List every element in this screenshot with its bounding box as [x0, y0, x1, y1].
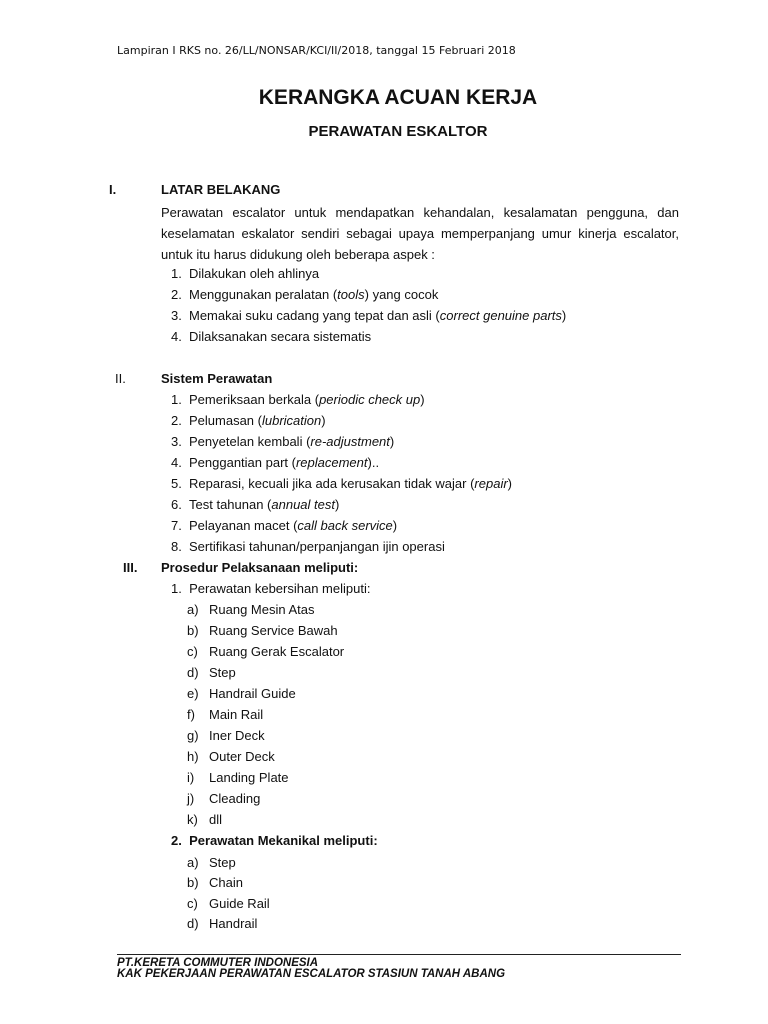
list-item-number: 3. — [171, 434, 182, 449]
list-item — [187, 749, 275, 764]
list-item — [171, 455, 379, 470]
list-item-number: k) — [187, 812, 198, 827]
subsection-1-label: Perawatan kebersihan meliputi: — [189, 581, 371, 596]
list-item — [187, 896, 270, 911]
list-item-number: 1. — [171, 392, 182, 407]
list-item — [171, 497, 339, 512]
list-item — [171, 434, 394, 449]
section-3-number: III. — [123, 560, 138, 575]
list-item-number: h) — [187, 749, 199, 764]
list-item — [187, 602, 315, 617]
list-item — [187, 770, 289, 785]
subsection-1-title — [171, 581, 370, 596]
list-item-text: Ruang Service Bawah — [209, 623, 338, 638]
list-item — [187, 791, 260, 806]
list-item-text: Main Rail — [209, 707, 264, 722]
list-item-text: Pemeriksaan berkala (periodic check up) — [189, 392, 425, 407]
list-item — [187, 623, 338, 638]
list-item-number: 3. — [171, 308, 182, 323]
list-item — [171, 392, 425, 407]
list-item-emphasis: periodic check up — [319, 392, 421, 407]
document-header-reference: Lampiran I RKS no. 26/LL/NONSAR/KCI/II/2018, tanggal 15 Februari 2018 — [117, 44, 516, 57]
list-item-text: Penggantian part (replacement).. — [189, 455, 380, 470]
list-item-number: d) — [187, 915, 199, 931]
document-subtitle: PERAWATAN ESKALTOR — [308, 123, 488, 140]
list-item — [187, 875, 243, 890]
list-item — [187, 728, 265, 743]
list-item-number: 6. — [171, 497, 182, 512]
list-item-number: 1. — [171, 266, 182, 281]
list-item-text: dll — [209, 812, 223, 827]
list-item-text: Step — [209, 855, 236, 870]
paragraph-line: keselamatan eskalator sendiri sebagai upaya memperpanjang umur kinerja escalator, — [161, 226, 679, 241]
section-2-heading: Sistem Perawatan — [161, 371, 273, 386]
subsection-1-number: 1. — [171, 581, 182, 596]
list-item-number: f) — [187, 707, 195, 722]
list-item-text: Dilaksanakan secara sistematis — [189, 329, 372, 344]
list-item-number: j) — [187, 791, 195, 806]
list-item — [187, 812, 222, 827]
list-item — [171, 476, 512, 491]
subsection-2-number: 2. — [171, 833, 182, 848]
list-item-text: Menggunakan peralatan (tools) yang cocok — [189, 287, 439, 302]
list-item-number: b) — [187, 875, 199, 891]
list-item — [187, 644, 344, 659]
list-item-text: Step — [209, 665, 236, 680]
paragraph-line: untuk itu harus didukung oleh beberapa aspek : — [161, 247, 435, 262]
footer-project: KAK PEKERJAAN PERAWATAN ESCALATOR STASIUN TANAH ABANG — [117, 968, 506, 980]
list-item-text: Pelumasan (lubrication) — [189, 413, 326, 428]
list-item — [187, 686, 296, 701]
list-item-emphasis: lubrication — [261, 413, 322, 428]
list-item-number: g) — [187, 728, 199, 743]
subsection-2-label: Perawatan Mekanikal meliputi: — [189, 833, 378, 848]
subsection-2-title — [171, 833, 378, 848]
list-item-text: Landing Plate — [209, 770, 289, 785]
list-item-number: a) — [187, 855, 199, 870]
list-item-number: e) — [187, 686, 199, 701]
footer-divider — [117, 954, 681, 955]
list-item-text: Pelayanan macet (call back service) — [189, 518, 398, 533]
document-title: KERANGKA ACUAN KERJA — [258, 86, 538, 109]
list-item-emphasis: correct genuine parts — [439, 308, 562, 323]
list-item-text: Test tahunan (annual test) — [189, 497, 340, 512]
list-item-number: 2. — [171, 287, 182, 302]
list-item-text: Outer Deck — [209, 749, 275, 764]
list-item — [187, 665, 236, 680]
list-item — [171, 518, 397, 533]
list-item-emphasis: replacement — [295, 455, 368, 470]
section-1-paragraph — [161, 202, 679, 265]
section-1-heading: LATAR BELAKANG — [161, 182, 281, 197]
list-item-text: Chain — [209, 875, 243, 891]
footer-company: PT.KERETA COMMUTER INDONESIA — [117, 957, 319, 969]
section-3-heading: Prosedur Pelaksanaan meliputi: — [161, 560, 359, 575]
list-item-number: 2. — [171, 413, 182, 428]
list-item-text: Reparasi, kecuali jika ada kerusakan tidak wajar (repair) — [189, 476, 513, 491]
list-item — [187, 707, 263, 722]
list-item-number: 5. — [171, 476, 182, 491]
list-item-text: Iner Deck — [209, 728, 265, 743]
list-item-emphasis: call back service — [297, 518, 393, 533]
section-2-number: II. — [115, 371, 126, 386]
list-item-text: Handrail — [209, 915, 258, 931]
list-item-number: 4. — [171, 329, 182, 344]
list-item-text: Ruang Mesin Atas — [209, 602, 315, 617]
list-item-number: 4. — [171, 455, 182, 470]
list-item-number: c) — [187, 895, 198, 911]
list-item-emphasis: annual test — [271, 497, 335, 512]
list-item-text: Sertifikasi tahunan/perpanjangan ijin operasi — [189, 539, 445, 554]
list-item — [171, 287, 438, 302]
list-item-number: 8. — [171, 539, 182, 554]
list-item — [171, 266, 319, 281]
list-item-number: i) — [187, 770, 195, 785]
list-item-text: Cleading — [209, 791, 261, 806]
list-item-number: a) — [187, 602, 199, 617]
list-item-number: b) — [187, 623, 199, 638]
paragraph-line: Perawatan escalator untuk mendapatkan kehandalan, kesalamatan pengguna, dan — [161, 205, 679, 220]
list-item-emphasis: re-adjustment — [310, 434, 390, 449]
list-item-text: Memakai suku cadang yang tepat dan asli (correct genuine parts) — [189, 308, 567, 323]
list-item-text: Dilakukan oleh ahlinya — [189, 266, 320, 281]
list-item-emphasis: repair — [474, 476, 508, 491]
list-item-number: d) — [187, 665, 199, 680]
list-item-number: c) — [187, 644, 198, 659]
list-item-text: Ruang Gerak Escalator — [209, 644, 345, 659]
list-item — [171, 329, 371, 344]
list-item-text: Guide Rail — [209, 895, 270, 911]
section-1-number: I. — [109, 182, 117, 197]
list-item-number: 7. — [171, 518, 182, 533]
list-item-text: Handrail Guide — [209, 686, 296, 701]
list-item — [171, 413, 326, 428]
list-item — [187, 855, 236, 870]
list-item — [171, 308, 566, 323]
list-item — [187, 916, 257, 931]
list-item-emphasis: tools — [337, 287, 365, 302]
list-item-text: Penyetelan kembali (re-adjustment) — [189, 434, 395, 449]
list-item — [171, 539, 445, 554]
